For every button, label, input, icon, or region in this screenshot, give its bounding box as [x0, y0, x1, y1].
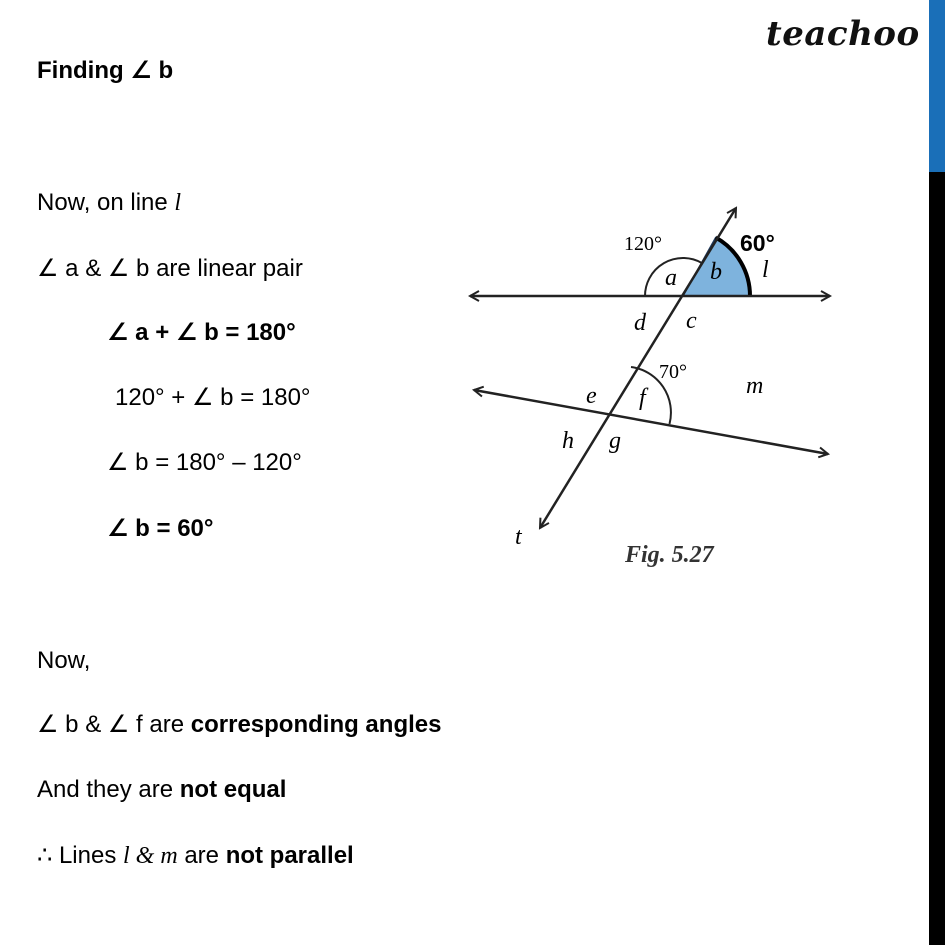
now-on-line-text [37, 188, 181, 218]
conclusion-lines: l & m [122, 843, 178, 869]
corresponding-text [37, 710, 441, 740]
label-g: g [609, 428, 621, 454]
label-120: 120° [624, 233, 662, 255]
line-m [474, 390, 828, 454]
conclusion-mid: are [177, 842, 226, 869]
figure-caption: Fig. 5.27 [625, 542, 714, 568]
conclusion-text [37, 841, 354, 871]
label-t: t [515, 524, 522, 550]
label-60: 60° [740, 230, 775, 256]
teachoo-logo: teachoo [766, 14, 920, 54]
label-b: b [710, 259, 722, 285]
label-d: d [634, 310, 646, 336]
scrollbar[interactable] [929, 0, 945, 945]
equation-4: ∠ b = 60° [107, 515, 214, 542]
equation-1: ∠ a + ∠ b = 180° [107, 319, 296, 346]
equation-2: 120° + ∠ b = 180° [115, 384, 311, 411]
label-70: 70° [659, 361, 687, 383]
label-m: m [746, 373, 764, 399]
corresponding-bold: corresponding angles [190, 711, 442, 738]
scrollbar-thumb[interactable] [929, 0, 945, 172]
label-h: h [562, 428, 574, 454]
corresponding-prefix: ∠ b & ∠ f are [37, 711, 191, 738]
transversal-t [540, 208, 736, 528]
label-a: a [665, 265, 677, 291]
figure-5-27 [440, 190, 840, 575]
label-l: l [762, 257, 769, 283]
now-text: Now, [37, 647, 91, 674]
not-equal-bold: not equal [179, 776, 287, 803]
line-l-symbol: l [174, 190, 182, 216]
heading: Finding ∠ b [37, 57, 174, 84]
label-c: c [686, 308, 697, 334]
label-f: f [639, 385, 646, 411]
now-on-line-prefix: Now, on line [37, 189, 175, 216]
label-e: e [586, 383, 597, 409]
conclusion-prefix: ∴ Lines [37, 842, 123, 869]
conclusion-bold: not parallel [225, 842, 354, 869]
not-equal-text [37, 775, 286, 805]
not-equal-prefix: And they are [37, 776, 180, 803]
linear-pair-text: ∠ a & ∠ b are linear pair [37, 255, 303, 282]
equation-3: ∠ b = 180° – 120° [107, 449, 302, 476]
